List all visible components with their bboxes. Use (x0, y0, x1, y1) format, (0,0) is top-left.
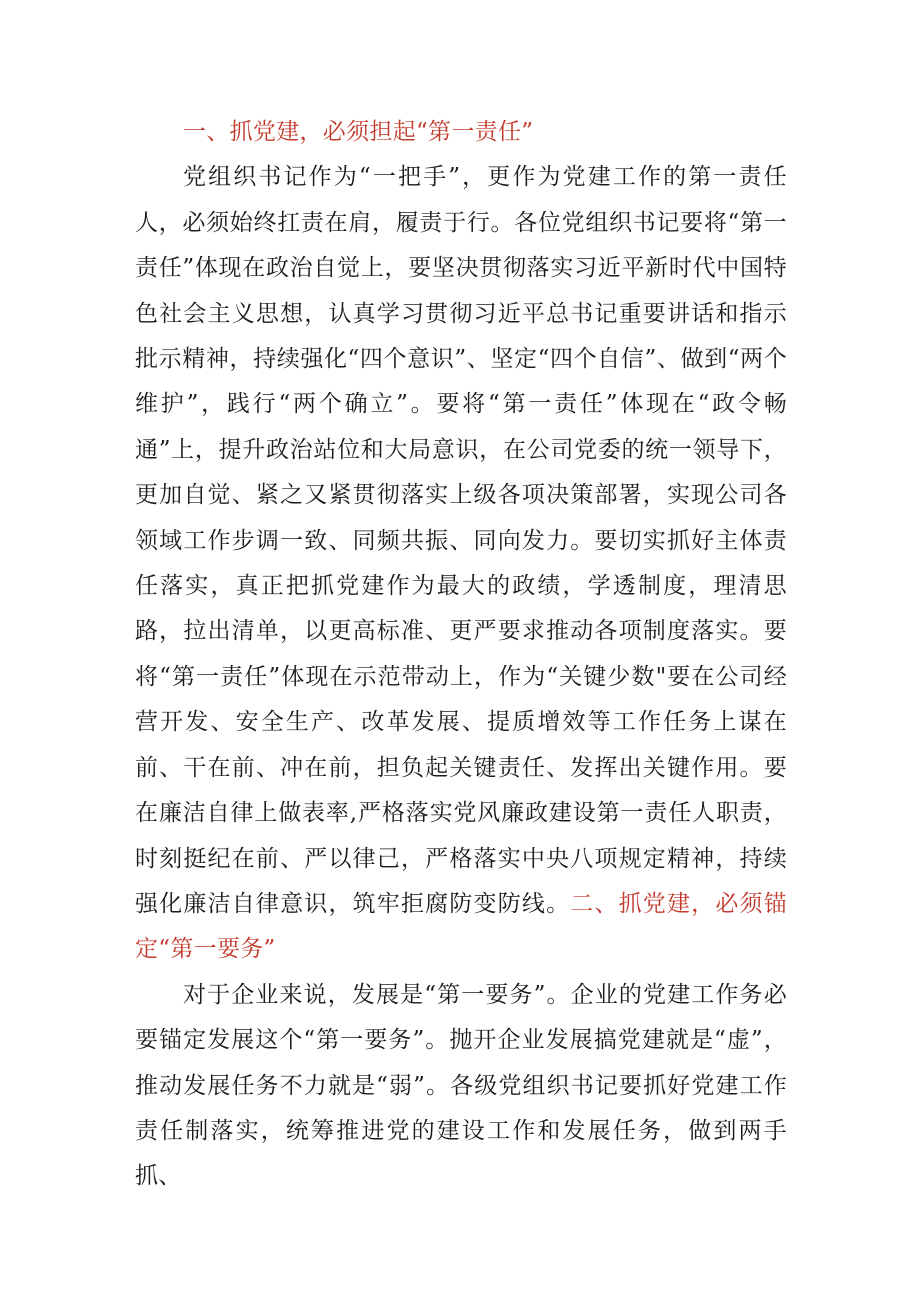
section-1-paragraph-text: 党组织书记作为“一把手”，更作为党建工作的第一责任人，必须始终扛责在肩，履责于行。各位党组织书记要将“第一责任”体现在政治自觉上，要坚决贯彻落实习近平新时代中国特色社会主义思想，认真学习贯彻习近平总书记重要讲话和指示批示精神，持续强化“四个意识”、坚定“四个自信”、做到“两个维护”，践行“两个确立”。要将“第一责任”体现在“政令畅通”上，提升政治站位和大局意识，在公司党委的统一领导下，更加自觉、紧之又紧贯彻落实上级各项决策部署，实现公司各领域工作步调一致、同频共振、同向发力。要切实抓好主体责任落实，真正把抓党建作为最大的政绩，学透制度，理清思路，拉出清单，以更高标准、更严要求推动各项制度落实。要将“第一责任”体现在示范带动上，作为“关键少数"要在公司经营开发、安全生产、改革发展、提质增效等工作任务上谋在前、干在前、冲在前，担负起关键责任、发挥出关键作用。要在廉洁自律上做表率,严格落实党风廉政建设第一责任人职责，时刻挺纪在前、严以律己，严格落实中央八项规定精神，持续强化廉洁自律意识，筑牢拒腐防变防线。 (135, 164, 787, 917)
section-1-paragraph (135, 155, 787, 972)
section-2-heading: 二、抓党建，必须锚定“第一要务” (135, 890, 787, 963)
section-1-heading: 一、抓党建，必须担起“第一责任” (183, 119, 534, 145)
document-body (135, 110, 787, 1200)
section-2-paragraph: 对于企业来说，发展是“第一要务”。企业的党建工作务必要锚定发展这个“第一要务”。抛开企业发展搞党建就是“虚”，推动发展任务不力就是“弱”。各级党组织书记要抓好党建工作责任制落实，统筹推进党的建设工作和发展任务，做到两手抓、 (135, 981, 787, 1190)
